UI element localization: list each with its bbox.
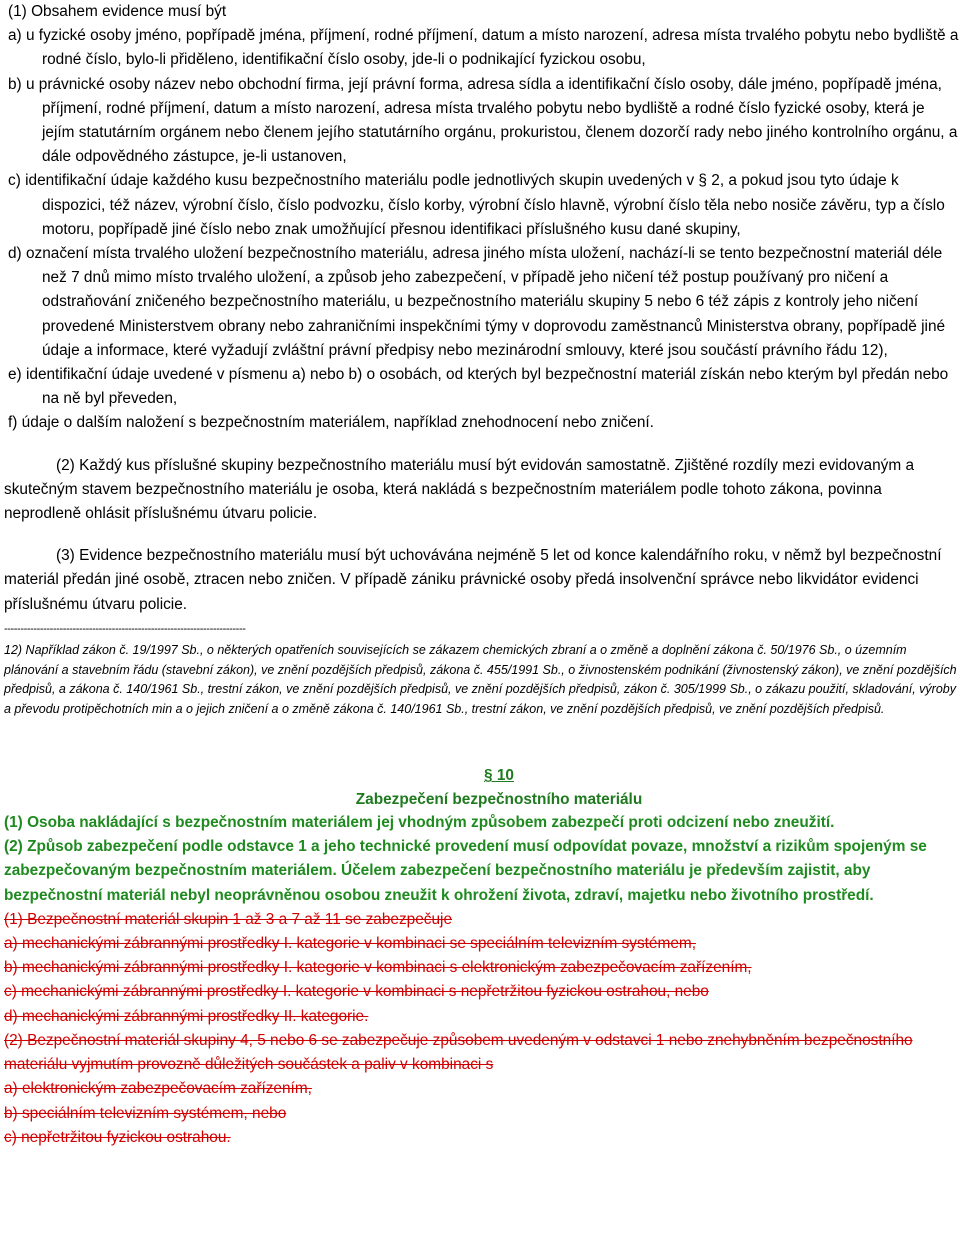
struck-item-c: c) mechanickými zábrannými prostředky I. kategorie v kombinaci s nepřetržitou fyzickou ostrahou, nebo xyxy=(4,983,709,1001)
amended-paragraph-1: (1) Osoba nakládající s bezpečnostním materiálem jej vhodným způsobem zabezpečí proti odcizení nebo zneužití. xyxy=(4,814,835,832)
struck-item-d: d) mechanickými zábrannými prostředky II. kategorie. xyxy=(4,1007,369,1025)
footnote-separator: -------------------------------------------------------------------------- xyxy=(4,622,246,635)
section-title: Zabezpečení bezpečnostního materiálu xyxy=(355,790,643,808)
section-1 xyxy=(0,0,960,617)
section-1-heading: (1) Obsahem evidence musí být xyxy=(8,3,227,20)
struck-paragraph-2: (2) Bezpečnostní materiál skupiny 4, 5 nebo 6 se zabezpečuje způsobem uvedeným v odstavci 1 nebo znehybněním bezpečnostního materiálu vyjmutím provozně důležitých součástek a paliv v kombinaci s xyxy=(4,1031,913,1074)
section-sign: § 10 xyxy=(484,767,514,785)
list-item-a: a) u fyzické osoby jméno, popřípadě jména, příjmení, rodné příjmení, datum a místo narození, adresa místa trvalého pobytu nebo bydliště a rodné číslo, bylo-li přiděleno, identifikační číslo osoby, jde-li o podnikající fyzickou osobu, xyxy=(8,27,959,69)
struck-item-a2: a) elektronickým zabezpečovacím zařízením, xyxy=(4,1080,312,1098)
section-10-header xyxy=(0,764,960,811)
struck-item-c2: c) nepřetržitou fyzickou ostrahou. xyxy=(4,1128,231,1146)
list-item-b: b) u právnické osoby název nebo obchodní firma, její právní forma, adresa sídla a identifikační číslo osoby, dále jméno, popřípadě jména, příjmení, rodné příjmení, datum a místo narození, adresa místa trvalého pobytu nebo bydliště a rodné číslo fyzické osoby, která je jejím statutárním orgánem nebo členem jejího statutárního orgánu, prokuristou, členem dozorčí rady nebo jiného kontrolního orgánu, a dále odpovědného zástupce, je-li ustanoven, xyxy=(8,75,958,166)
paragraph-3: (3) Evidence bezpečnostního materiálu musí být uchovávána nejméně 5 let od konce kalendářního roku, v němž byl bezpečnostní materiál předán jiné osobě, ztracen nebo zničen. V případě zániku právnické osoby předá insolvenční správce nebo likvidátor evidenci příslušnému útvaru policie. xyxy=(4,547,942,613)
struck-item-b2: b) speciálním televizním systémem, nebo xyxy=(4,1104,287,1122)
struck-item-a: a) mechanickými zábrannými prostředky I. kategorie v kombinaci se speciálním televizním systémem, xyxy=(4,935,696,953)
footnote-12: 12) Například zákon č. 19/1997 Sb., o některých opatřeních souvisejících se zákazem chemických zbraní a o změně a doplnění zákona č. 50/1976 Sb., o územním plánování a stavebním řádu (stavební zákon), ve znění pozdějších předpisů, zákona č. 455/1991 Sb., o živnostenském podnikání (živnostenský zákon), ve znění pozdějších předpisů, a zákona č. 140/1961 Sb., trestní zákon, ve znění pozdějších předpisů, ve znění pozdějších předpisů, zákon č. 305/1999 Sb., o zákazu použití, skladování, výroby a převodu protipěchotních min a o jejich zničení a o změně zákona č. 140/1961 Sb., trestní zákon, ve znění pozdějších předpisů, ve znění pozdějších předpisů. xyxy=(4,642,957,717)
amended-paragraph-2: (2) Způsob zabezpečení podle odstavce 1 a jeho technické provedení musí odpovídat povaze, množství a rizikům spojeným se zabezpečovaným bezpečnostním materiálem. Účelem zabezpečení bezpečnostního materiálu je především zajistit, aby bezpečnostní materiál nebyl neoprávněnou osobou zneužit k ohrožení života, zdraví, majetku nebo životního prostředí. xyxy=(4,838,927,904)
struck-item-b: b) mechanickými zábrannými prostředky I. kategorie v kombinaci s elektronickým zabezpečovacím zařízením, xyxy=(4,959,752,977)
struck-paragraph-1: (1) Bezpečnostní materiál skupin 1 až 3 a 7 až 11 se zabezpečuje xyxy=(4,910,453,928)
paragraph-2: (2) Každý kus příslušné skupiny bezpečnostního materiálu musí být evidován samostatně. Zjištěné rozdíly mezi evidovaným a skutečným stavem bezpečnostního materiálu je osoba, která nakládá s bezpečnostním materiálem podle tohoto zákona, povinna neprodleně ohlásit příslušnému útvaru policie. xyxy=(4,456,915,523)
list-item-d: d) označení místa trvalého uložení bezpečnostního materiálu, adresa jiného místa uložení, nachází-li se tento bezpečnostní materiál déle než 7 dnů mimo místo trvalého uložení, a způsob jeho zabezpečení, v případě jeho ničení též postup používaný pro ničení a odstraňování zničeného bezpečnostního materiálu, u bezpečnostního materiálu skupiny 5 nebo 6 též zápis z kontroly jeho ničení provedené Ministerstvem obrany nebo zahraničními inspekčními týmy v doprovodu zaměstnanců Ministerstva obrany, popřípadě jiné údaje a informace, které vyžadují zvláštní právní předpisy nebo mezinárodní smlouvy, které jsou součástí právního řádu 12), xyxy=(8,245,946,359)
list-item-f: f) údaje o dalším naložení s bezpečnostním materiálem, například znehodnocení nebo zničení. xyxy=(8,414,654,432)
list-item-e: e) identifikační údaje uvedené v písmenu a) nebo b) o osobách, od kterých byl bezpečnostní materiál získán nebo kterým byl předán nebo na ně byl převeden, xyxy=(8,366,949,408)
list-item-c: c) identifikační údaje každého kusu bezpečnostního materiálu podle jednotlivých skupin uvedených v § 2, a pokud jsou tyto údaje k dispozici, též název, výrobní číslo, číslo podvozku, číslo korby, výrobní číslo hlavně, výrobní číslo těla nebo nosiče závěru, typ a číslo motoru, popřípadě jiné číslo nebo znak umožňující přesnou identifikaci příslušného kusu dané skupiny, xyxy=(8,172,945,238)
